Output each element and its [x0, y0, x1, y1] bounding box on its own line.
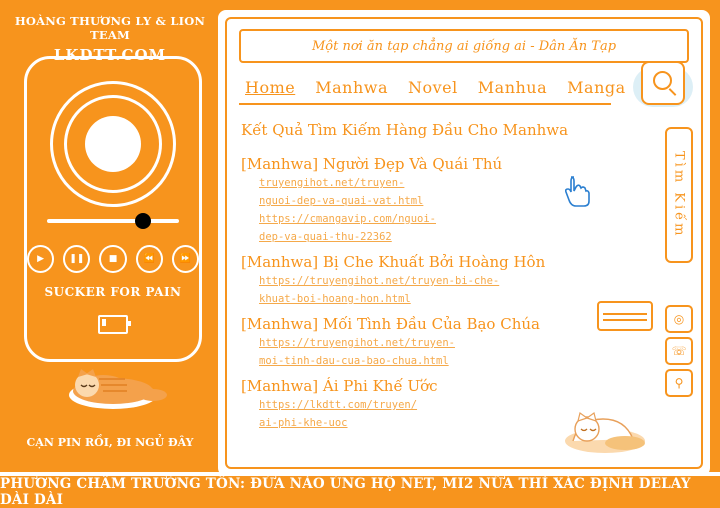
result-title[interactable]: [Manhwa] Ái Phi Khế Ước [241, 377, 438, 395]
nav-item-manhwa[interactable]: Manhwa [315, 77, 388, 97]
main-navigation [239, 71, 626, 105]
result-url[interactable]: truyengihot.net/truyen- [259, 177, 405, 189]
progress-track[interactable] [47, 219, 179, 223]
results-heading: Kết Quả Tìm Kiếm Hàng Đầu Cho Manhwa [241, 121, 569, 139]
result-url[interactable]: khuat-boi-hoang-hon.html [259, 293, 411, 305]
battery-fill [102, 319, 106, 326]
search-vertical-tab-label: Tìm Kiếm [671, 151, 687, 239]
result-url[interactable]: https://truyengihot.net/truyen-bi-che- [259, 275, 500, 287]
result-title[interactable]: [Manhwa] Mối Tình Đầu Của Bạo Chúa [241, 315, 540, 333]
battery-caption: CẠN PIN RỒI, ĐI NGỦ ĐÂY [26, 436, 194, 449]
nav-item-home[interactable]: Home [245, 77, 296, 97]
music-player [24, 56, 202, 362]
result-url[interactable]: https://cmangavip.com/nguoi- [259, 213, 437, 225]
song-title: SUCKER FOR PAIN [44, 285, 182, 299]
search-badge[interactable] [633, 61, 693, 113]
result-url[interactable]: nguoi-dep-va-quai-vat.html [259, 195, 424, 207]
ac-vent-line-2 [603, 319, 647, 321]
search-icon[interactable]: ⚲ [665, 369, 693, 397]
headphone-icon[interactable]: ☏ [665, 337, 693, 365]
nav-item-novel[interactable]: Novel [408, 77, 458, 97]
result-url[interactable]: moi-tinh-dau-cua-bao-chua.html [259, 355, 449, 367]
nav-item-manhua[interactable]: Manhua [477, 77, 548, 97]
card-inner-border [225, 17, 703, 469]
content-card [218, 10, 710, 476]
magnifier-icon [653, 71, 672, 90]
progress-knob[interactable] [135, 213, 151, 229]
result-url[interactable]: dep-va-quai-thu-22362 [259, 231, 392, 243]
result-title[interactable]: [Manhwa] Bị Che Khuất Bởi Hoàng Hôn [241, 253, 546, 271]
playback-controls [27, 245, 199, 273]
disc-ring-inner [64, 95, 162, 193]
brand-line-2: LKDTT.COM [53, 46, 167, 64]
result-item [241, 253, 641, 307]
search-vertical-tab[interactable] [665, 127, 693, 263]
result-url[interactable]: https://truyengihot.net/truyen- [259, 337, 455, 349]
magnifier-button[interactable] [641, 61, 685, 105]
disc-center [85, 116, 141, 172]
ac-vent-line-1 [603, 313, 647, 315]
previous-button[interactable]: ⏪ [136, 245, 163, 273]
footer-banner: PHƯƠNG CHÂM TRƯỜNG TỒN: ĐỨA NÀO ỦNG HỘ NET, MI2 NỮA THÌ XÁC ĐỊNH DELAY DÀI DÀI [0, 476, 720, 508]
result-url[interactable]: https://lkdtt.com/truyen/ [259, 399, 418, 411]
site-tagline: Một nơi ăn tạp chẳng ai giống ai - Dân Ăn Tạp [239, 29, 689, 63]
sleeping-cat-illustration [53, 351, 173, 411]
mouse-cursor-icon [565, 175, 591, 207]
left-music-panel [10, 8, 210, 476]
result-url[interactable]: ai-phi-khe-uoc [259, 417, 348, 429]
camera-icon[interactable]: ◎ [665, 305, 693, 333]
battery-icon [98, 315, 128, 334]
brand-line-1: HOÀNG THƯƠNG LY & LION TEAM [14, 14, 206, 42]
result-item [241, 315, 641, 369]
disc-ring-outer [50, 81, 176, 207]
air-conditioner-icon [597, 301, 653, 331]
stop-button[interactable]: ■ [99, 245, 126, 273]
play-button[interactable]: ▶ [27, 245, 54, 273]
nav-item-manga[interactable]: Manga [567, 77, 626, 97]
result-title[interactable]: [Manhwa] Người Đẹp Và Quái Thú [241, 155, 503, 173]
pause-button[interactable]: ❚❚ [63, 245, 90, 273]
next-button[interactable]: ⏩ [172, 245, 199, 273]
sleeping-cat-2-illustration [559, 393, 655, 455]
